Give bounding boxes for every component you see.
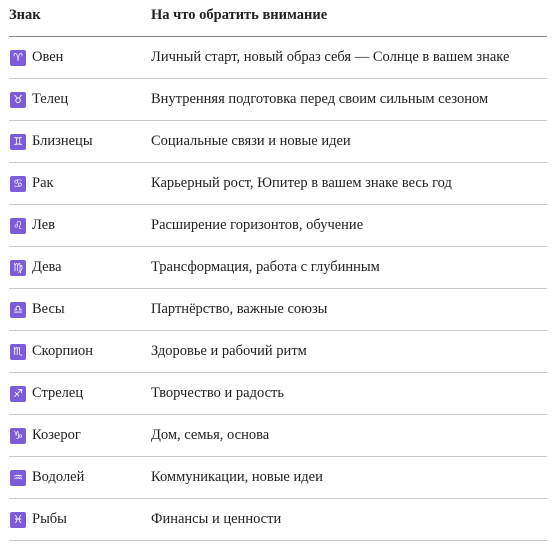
table-row — [9, 121, 547, 163]
sign-cell — [9, 37, 63, 78]
sign-name: Стрелец — [32, 385, 84, 401]
sign-name: Рак — [32, 175, 54, 191]
sign-cell — [9, 331, 93, 372]
note-cell — [151, 79, 488, 120]
leo-icon: ♌ — [10, 218, 26, 234]
sign-name: Весы — [32, 301, 65, 317]
sign-cell — [9, 457, 84, 498]
table-row — [9, 205, 547, 247]
note-text: Трансформация, работа с глубинным — [151, 259, 380, 275]
sign-name: Козерог — [32, 427, 81, 443]
aries-icon: ♈ — [10, 50, 26, 66]
note-cell — [151, 373, 284, 414]
zodiac-table — [9, 0, 547, 541]
note-cell — [151, 163, 452, 204]
sign-name: Лев — [32, 217, 56, 233]
note-cell — [151, 499, 281, 540]
sign-cell — [9, 415, 81, 456]
sign-name: Овен — [32, 49, 64, 65]
capricorn-icon: ♑ — [10, 428, 26, 444]
note-text: Расширение горизонтов, обучение — [151, 217, 364, 233]
scorpio-icon: ♏ — [10, 344, 26, 360]
sign-cell — [9, 289, 65, 330]
note-cell — [151, 205, 363, 246]
note-text: Карьерный рост, Юпитер в вашем знаке весь год — [151, 175, 452, 191]
table-row — [9, 499, 547, 541]
table-row — [9, 247, 547, 289]
sign-name: Дева — [32, 259, 62, 275]
table-row — [9, 457, 547, 499]
note-text: Социальные связи и новые идеи — [151, 133, 351, 149]
virgo-icon: ♍ — [10, 260, 26, 276]
sign-name: Телец — [32, 91, 69, 107]
note-text: Творчество и радость — [151, 385, 284, 401]
sign-cell — [9, 205, 55, 246]
pisces-icon: ♓ — [10, 512, 26, 528]
header-note: На что обратить внимание — [151, 7, 328, 23]
sign-cell — [9, 79, 68, 120]
table-row — [9, 163, 547, 205]
table-row — [9, 79, 547, 121]
aquarius-icon: ♒ — [10, 470, 26, 486]
note-text: Здоровье и рабочий ритм — [151, 343, 307, 359]
note-text: Финансы и ценности — [151, 511, 282, 527]
note-text: Партнёрство, важные союзы — [151, 301, 328, 317]
note-cell — [151, 415, 269, 456]
table-header — [9, 0, 547, 37]
sign-cell — [9, 247, 62, 288]
header-sign: Знак — [9, 7, 41, 23]
sign-name: Водолей — [32, 469, 85, 485]
table-row — [9, 289, 547, 331]
sign-cell — [9, 121, 93, 162]
note-text: Коммуникации, новые идеи — [151, 469, 323, 485]
libra-icon: ♎ — [10, 302, 26, 318]
note-text: Личный старт, новый образ себя — Солнце в вашем знаке — [151, 49, 510, 65]
table-row — [9, 331, 547, 373]
sign-name: Рыбы — [32, 511, 67, 527]
table-row — [9, 37, 547, 79]
note-cell — [151, 37, 509, 78]
note-cell — [151, 247, 380, 288]
gemini-icon: ♊ — [10, 134, 26, 150]
table-body — [9, 37, 547, 541]
table-row — [9, 415, 547, 457]
sign-cell — [9, 373, 83, 414]
sign-name: Скорпион — [32, 343, 94, 359]
sagittarius-icon: ♐ — [10, 386, 26, 402]
sign-cell — [9, 163, 54, 204]
note-cell — [151, 457, 323, 498]
table-row — [9, 373, 547, 415]
note-cell — [151, 121, 351, 162]
sign-name: Близнецы — [32, 133, 93, 149]
taurus-icon: ♉ — [10, 92, 26, 108]
note-cell — [151, 289, 327, 330]
cancer-icon: ♋ — [10, 176, 26, 192]
sign-cell — [9, 499, 67, 540]
note-text: Дом, семья, основа — [151, 427, 270, 443]
note-cell — [151, 331, 307, 372]
note-text: Внутренняя подготовка перед своим сильным сезоном — [151, 91, 489, 107]
